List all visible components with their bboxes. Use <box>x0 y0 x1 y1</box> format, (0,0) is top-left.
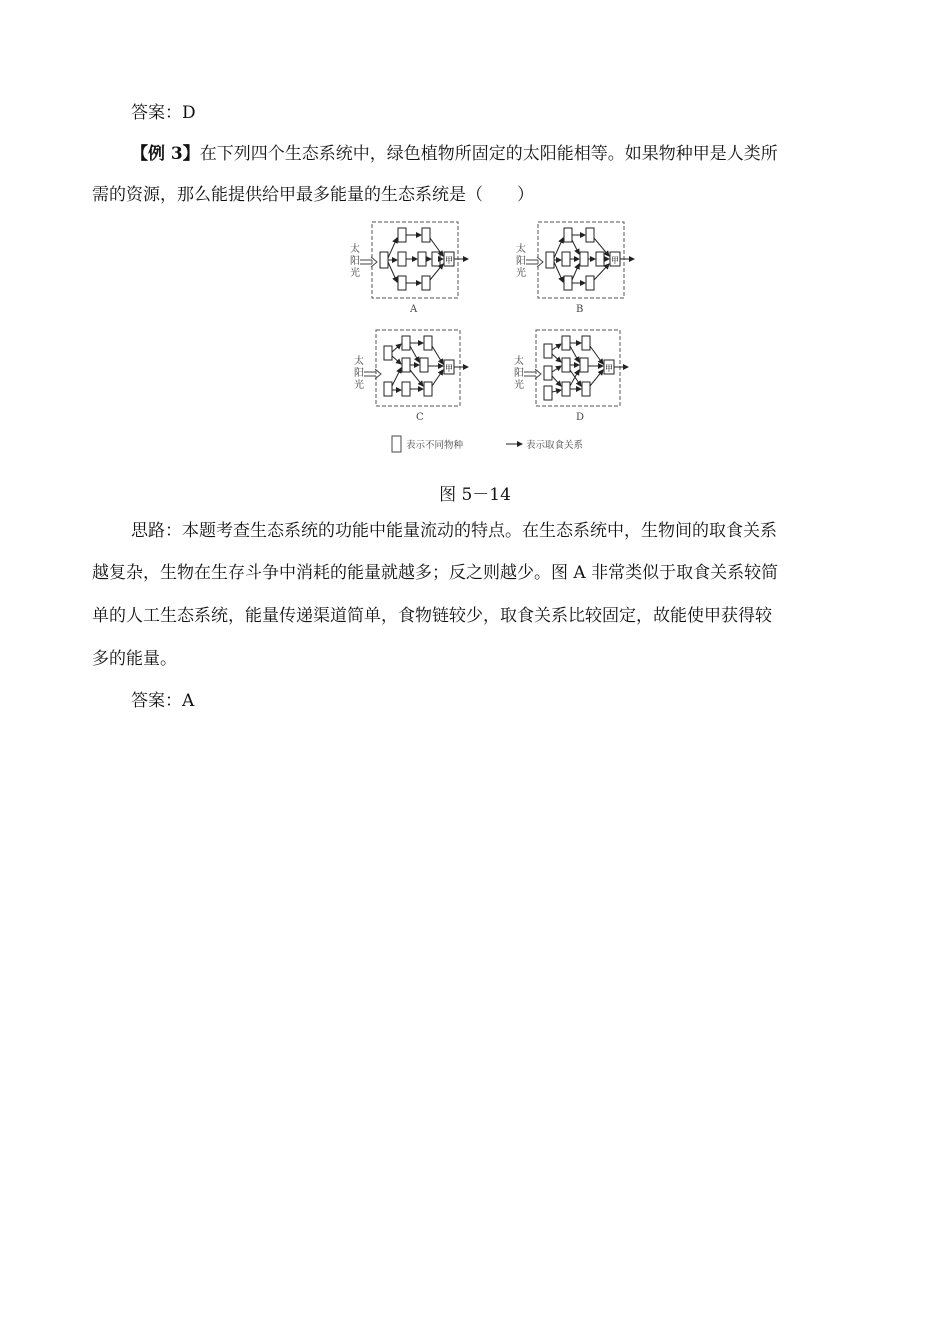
panel-label-d: D <box>576 412 585 423</box>
legend-box-icon <box>392 436 401 452</box>
analysis-line4: 多的能量。 <box>92 649 177 669</box>
svg-text:光: 光 <box>350 268 360 279</box>
svg-text:阳: 阳 <box>354 368 364 379</box>
panel-b <box>516 222 634 315</box>
analysis-line1: 思路：本题考查生态系统的功能中能量流动的特点。在生态系统中，生物间的取食关系 <box>131 521 777 541</box>
example-question-line2: 需的资源，那么能提供给甲最多能量的生态系统是（ ） <box>92 185 534 205</box>
legend-arrow-text: 表示取食关系 <box>526 440 584 451</box>
svg-text:阳: 阳 <box>514 368 524 379</box>
panel-label-b: B <box>576 304 584 315</box>
legend-box-text: 表示不同物种 <box>406 440 464 451</box>
panel-c <box>354 330 468 423</box>
analysis-line2: 越复杂，生物在生存斗争中消耗的能量就越多；反之则越少。图 A 非常类似于取食关系较简 <box>92 563 779 583</box>
example-text-line1: 在下列四个生态系统中，绿色植物所固定的太阳能相等。如果物种甲是人类所 <box>199 144 778 164</box>
svg-text:阳: 阳 <box>516 256 526 267</box>
svg-text:阳: 阳 <box>350 256 360 267</box>
svg-text:光: 光 <box>354 380 364 391</box>
svg-text:甲: 甲 <box>445 256 453 265</box>
svg-text:太: 太 <box>516 244 526 255</box>
panel-label-a: A <box>410 304 418 315</box>
answer-current: 答案：A <box>131 691 195 711</box>
food-web-diagram <box>340 214 650 464</box>
svg-text:太: 太 <box>514 356 524 367</box>
answer-previous: 答案：D <box>131 103 196 123</box>
svg-text:甲: 甲 <box>611 256 619 265</box>
example-tag: 【例 3】 <box>131 144 200 164</box>
panel-label-c: C <box>416 412 424 423</box>
panel-d <box>514 330 628 423</box>
panel-a <box>350 222 468 315</box>
example-question-line1 <box>131 142 778 166</box>
svg-text:光: 光 <box>514 380 524 391</box>
figure-legend <box>392 436 584 452</box>
sun-label-a: 太 <box>350 244 360 255</box>
svg-text:甲: 甲 <box>445 364 453 373</box>
svg-text:太: 太 <box>354 356 364 367</box>
svg-text:甲: 甲 <box>605 364 613 373</box>
analysis-line3: 单的人工生态系统，能量传递渠道简单，食物链较少，取食关系比较固定，故能使甲获得较 <box>92 606 772 626</box>
figure-caption: 图 5－14 <box>439 485 511 505</box>
food-web-figure <box>340 214 650 464</box>
svg-text:光: 光 <box>516 268 526 279</box>
